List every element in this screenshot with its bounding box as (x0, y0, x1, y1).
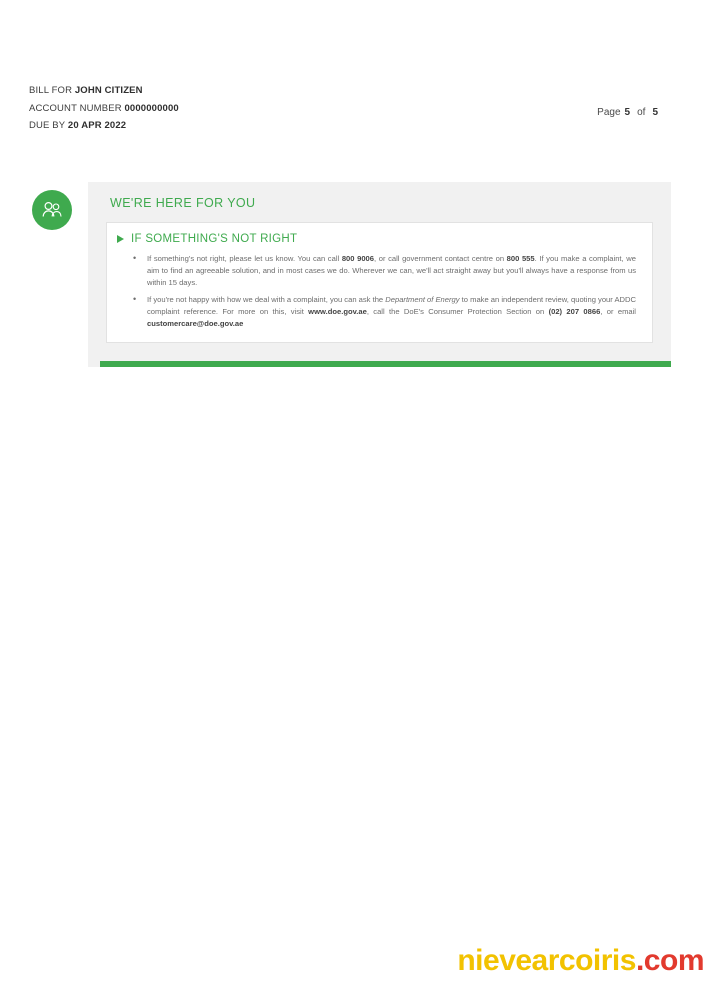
account-number-line (29, 103, 179, 114)
bill-for-label: BILL FOR (29, 85, 75, 96)
account-number-label: ACCOUNT NUMBER (29, 102, 125, 114)
bullet-text-fragment: , call the DoE's Consumer Protection Section on (366, 307, 549, 317)
bullet-text-fragment: 800 555 (506, 254, 535, 263)
page-current: 5 (624, 107, 631, 118)
bill-summary-block (29, 85, 179, 138)
section-heading-row (117, 233, 640, 245)
page-word: Page (597, 107, 621, 118)
panel-bottom-bar (100, 361, 671, 367)
people-icon (32, 190, 72, 230)
watermark-part2: .com (635, 944, 704, 977)
bullet-text-fragment: to make an independent review, quoting your ADDC complaint reference. For more on this, visit (147, 295, 637, 317)
bullet-text-fragment: customercare@doe.gov.ae (147, 318, 244, 328)
bill-for-value: JOHN CITIZEN (74, 85, 143, 96)
page-of-word: of (637, 107, 646, 118)
bullet-list (117, 253, 640, 330)
due-by-value: 20 APR 2022 (67, 120, 127, 131)
bullet-text-fragment: , or call government contact centre on (374, 254, 507, 263)
section-heading: IF SOMETHING'S NOT RIGHT (131, 233, 298, 245)
bullet-text-fragment: , or email (600, 307, 636, 317)
bullet-item (147, 294, 640, 329)
here-for-you-panel (88, 182, 671, 367)
due-by-label: DUE BY (29, 120, 68, 131)
bill-for-line (29, 85, 179, 96)
not-right-box (106, 222, 653, 343)
triangle-bullet-icon (117, 235, 124, 243)
panel-inner (88, 182, 671, 353)
watermark (457, 944, 704, 978)
page-indicator (597, 107, 662, 118)
page-total: 5 (652, 107, 658, 118)
bullet-text-fragment: (02) 207 0866 (548, 307, 601, 317)
bullet-text-fragment: If you're not happy with how we deal with a complaint, you can ask the (147, 295, 386, 305)
watermark-part1: nievearcoiris (457, 944, 636, 977)
due-by-line (29, 120, 179, 131)
bullet-text-fragment: 800 9006 (341, 254, 374, 263)
account-number-value: 0000000000 (124, 102, 179, 114)
bullet-text-fragment: If something's not right, please let us know. You can call (147, 254, 342, 263)
bullet-text-fragment: Department of Energy (385, 295, 460, 305)
page-header (0, 0, 720, 150)
bullet-text-fragment: . If you make a complaint, we aim to find an agreeable solution, and in most cases we do. Wherever we can, we'll act straight away but you'll always have a response from us within 15 days. (147, 254, 636, 287)
panel-title: WE'RE HERE FOR YOU (110, 196, 256, 210)
bullet-text-fragment: www.doe.gov.ae (308, 307, 367, 317)
bullet-item (147, 253, 640, 288)
